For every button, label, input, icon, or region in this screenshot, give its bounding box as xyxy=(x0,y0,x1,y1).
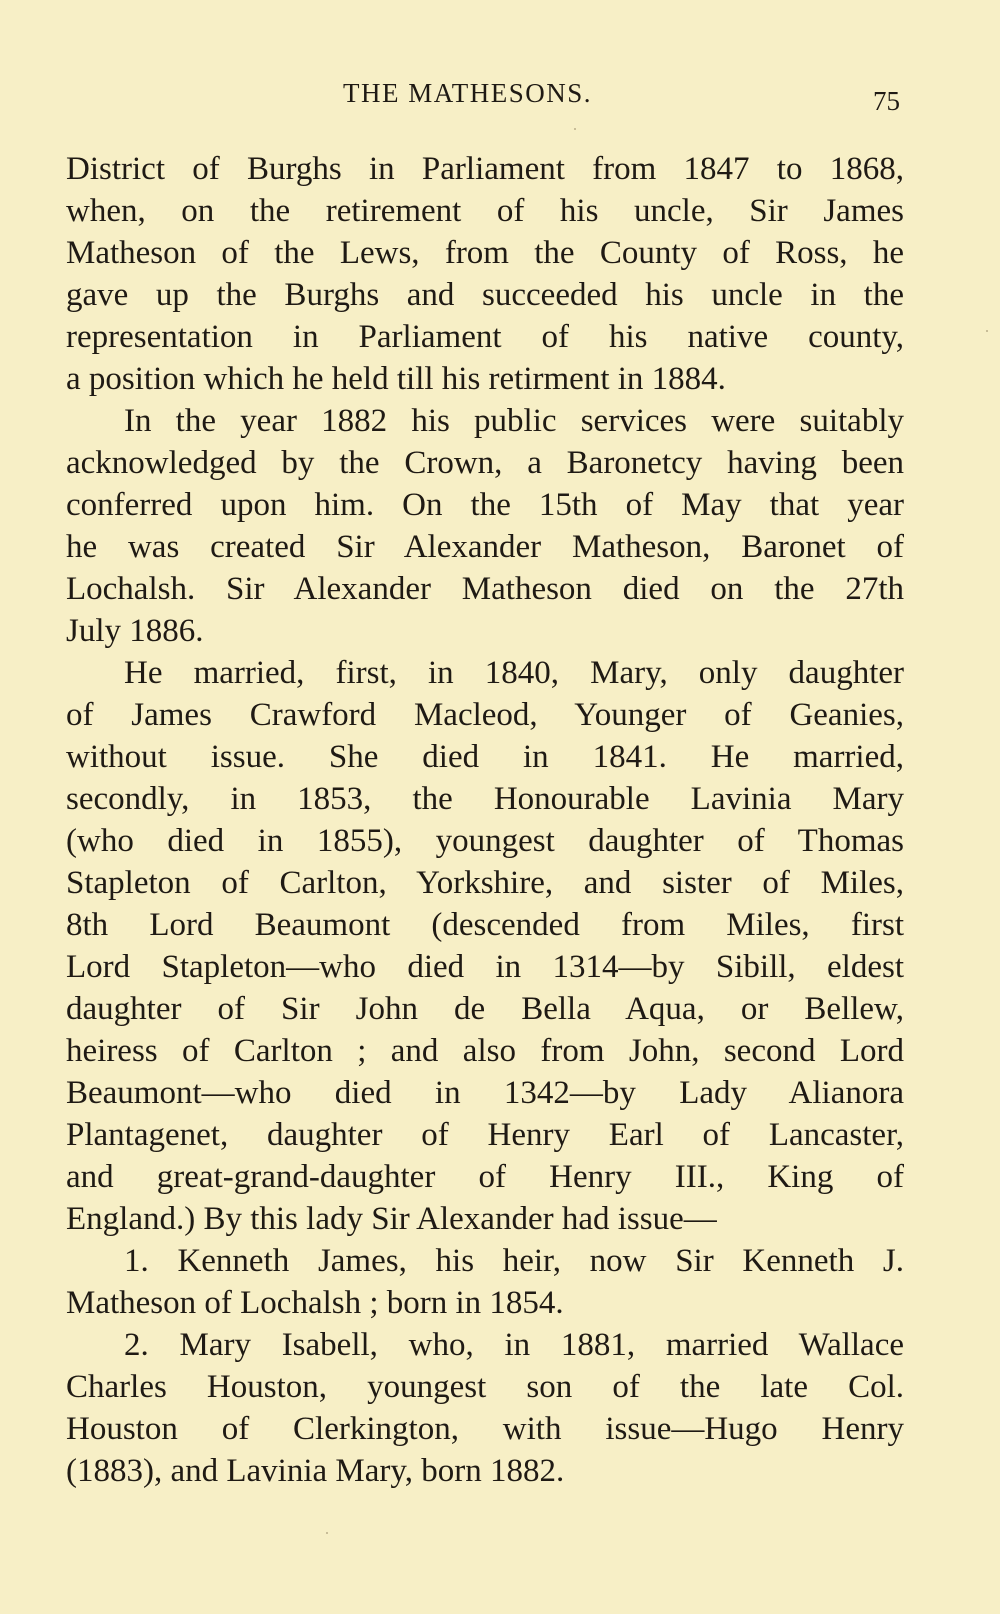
text-line: conferred upon him. On the 15th of May that year xyxy=(66,487,904,523)
text-line: when, on the retirement of his uncle, Sir James xyxy=(66,193,904,229)
text-line: gave up the Burghs and succeeded his uncle in the xyxy=(66,277,904,313)
text-line: daughter of Sir John de Bella Aqua, or Bellew, xyxy=(66,991,904,1027)
issue-item-1 xyxy=(66,1240,904,1324)
text-line: of James Crawford Macleod, Younger of Geanies, xyxy=(66,697,904,733)
text-line: heiress of Carlton ; and also from John, second Lord xyxy=(66,1033,904,1069)
page-number: 75 xyxy=(873,86,900,116)
text-line: he was created Sir Alexander Matheson, Baronet of xyxy=(66,529,904,565)
text-line: Lord Stapleton—who died in 1314—by Sibill, eldest xyxy=(66,949,904,985)
paragraph-2 xyxy=(66,400,904,652)
text-line: Stapleton of Carlton, Yorkshire, and sister of Miles, xyxy=(66,865,904,901)
running-head xyxy=(0,78,1000,118)
running-title: THE MATHESONS. xyxy=(343,78,593,108)
text-line: acknowledged by the Crown, a Baronetcy having been xyxy=(66,445,904,481)
text-line: July 1886. xyxy=(66,613,204,649)
issue-item-2 xyxy=(66,1324,904,1492)
text-line: 2. Mary Isabell, who, in 1881, married Wallace xyxy=(124,1327,904,1363)
text-line: representation in Parliament of his native county, xyxy=(66,319,904,355)
text-line: District of Burghs in Parliament from 1847 to 1868, xyxy=(66,151,904,187)
text-line: secondly, in 1853, the Honourable Lavinia Mary xyxy=(66,781,904,817)
paper-speck xyxy=(986,330,988,332)
text-line: Lochalsh. Sir Alexander Matheson died on the 27th xyxy=(66,571,904,607)
paper-speck xyxy=(574,128,576,130)
text-line: England.) By this lady Sir Alexander had issue— xyxy=(66,1201,717,1237)
text-line: Matheson of Lochalsh ; born in 1854. xyxy=(66,1285,564,1321)
text-line: (1883), and Lavinia Mary, born 1882. xyxy=(66,1453,565,1489)
text-line: a position which he held till his retirment in 1884. xyxy=(66,361,726,397)
text-line: He married, first, in 1840, Mary, only daughter xyxy=(124,655,904,691)
text-line: Charles Houston, youngest son of the late Col. xyxy=(66,1369,904,1405)
text-line: and great-grand-daughter of Henry III., King of xyxy=(66,1159,904,1195)
text-line: without issue. She died in 1841. He married, xyxy=(66,739,904,775)
text-line: Houston of Clerkington, with issue—Hugo Henry xyxy=(66,1411,904,1447)
text-line: Matheson of the Lews, from the County of Ross, he xyxy=(66,235,904,271)
text-line: 1. Kenneth James, his heir, now Sir Kenneth J. xyxy=(124,1243,904,1279)
paragraph-3 xyxy=(66,652,904,1240)
text-line: Plantagenet, daughter of Henry Earl of Lancaster, xyxy=(66,1117,904,1153)
body-text xyxy=(66,148,904,1492)
paper-speck xyxy=(326,1532,328,1534)
text-line: Beaumont—who died in 1342—by Lady Alianora xyxy=(66,1075,904,1111)
text-line: (who died in 1855), youngest daughter of Thomas xyxy=(66,823,904,859)
paragraph-1 xyxy=(66,148,904,400)
text-line: 8th Lord Beaumont (descended from Miles, first xyxy=(66,907,904,943)
text-line: In the year 1882 his public services were suitably xyxy=(124,403,904,439)
